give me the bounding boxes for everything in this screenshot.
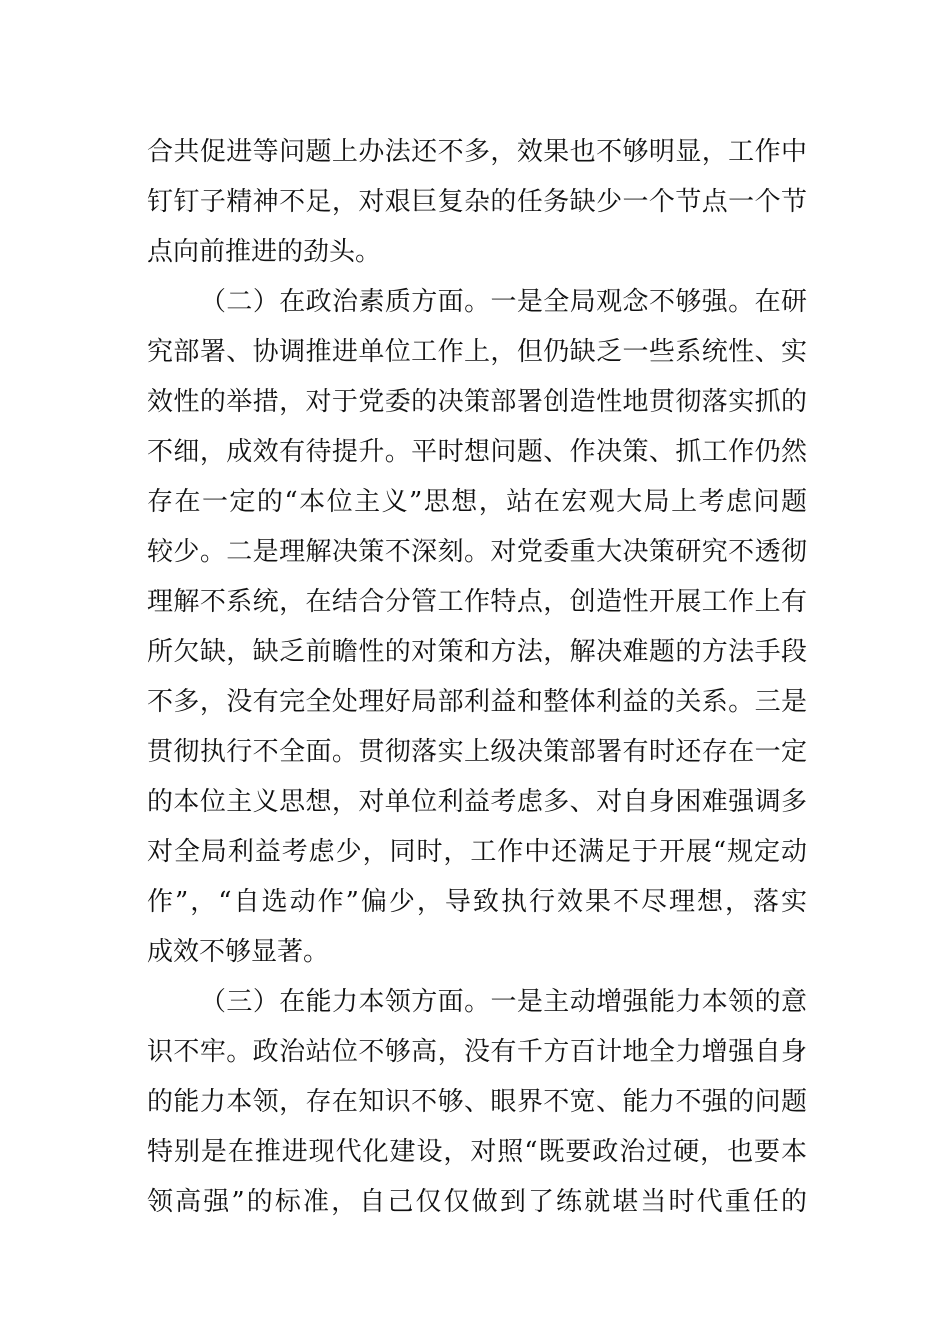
text-line: 究部署、协调推进单位工作上，但仍缺乏一些系统性、实 [147,337,807,367]
text-line: 所欠缺，缺乏前瞻性的对策和方法，解决难题的方法手段 [147,637,807,667]
text-line: 合共促进等问题上办法还不多，效果也不够明显，工作中 [147,137,807,167]
text-line: 特别是在推进现代化建设，对照“既要政治过硬，也要本 [147,1137,807,1167]
text-line: 不多，没有完全处理好局部利益和整体利益的关系。三是 [147,687,807,717]
text-line: 不细，成效有待提升。平时想问题、作决策、抓工作仍然 [147,437,807,467]
text-line: 效性的举措，对于党委的决策部署创造性地贯彻落实抓的 [147,387,807,417]
text-line: 存在一定的“本位主义”思想，站在宏观大局上考虑问题 [147,487,807,517]
text-line: 钉钉子精神不足，对艰巨复杂的任务缺少一个节点一个节 [147,187,807,217]
text-line: 作”，“自选动作”偏少，导致执行效果不尽理想，落实 [147,887,807,917]
text-line: 成效不够显著。 [147,937,330,967]
text-line: （三）在能力本领方面。一是主动增强能力本领的意 [200,987,807,1017]
text-line: （二）在政治素质方面。一是全局观念不够强。在研 [200,287,807,317]
text-line: 的本位主义思想，对单位利益考虑多、对自身困难强调多 [147,787,807,817]
text-line: 点向前推进的劲头。 [147,237,382,267]
text-line: 理解不系统，在结合分管工作特点，创造性开展工作上有 [147,587,807,617]
text-line: 较少。二是理解决策不深刻。对党委重大决策研究不透彻 [147,537,807,567]
text-line: 领高强”的标准，自己仅仅做到了练就堪当时代重任的 [147,1187,807,1217]
text-line: 识不牢。政治站位不够高，没有千方百计地全力增强自身 [147,1037,807,1067]
text-line: 贯彻执行不全面。贯彻落实上级决策部署有时还存在一定 [147,737,807,767]
text-line: 对全局利益考虑少，同时，工作中还满足于开展“规定动 [147,837,807,867]
text-line: 的能力本领，存在知识不够、眼界不宽、能力不强的问题 [147,1087,807,1117]
